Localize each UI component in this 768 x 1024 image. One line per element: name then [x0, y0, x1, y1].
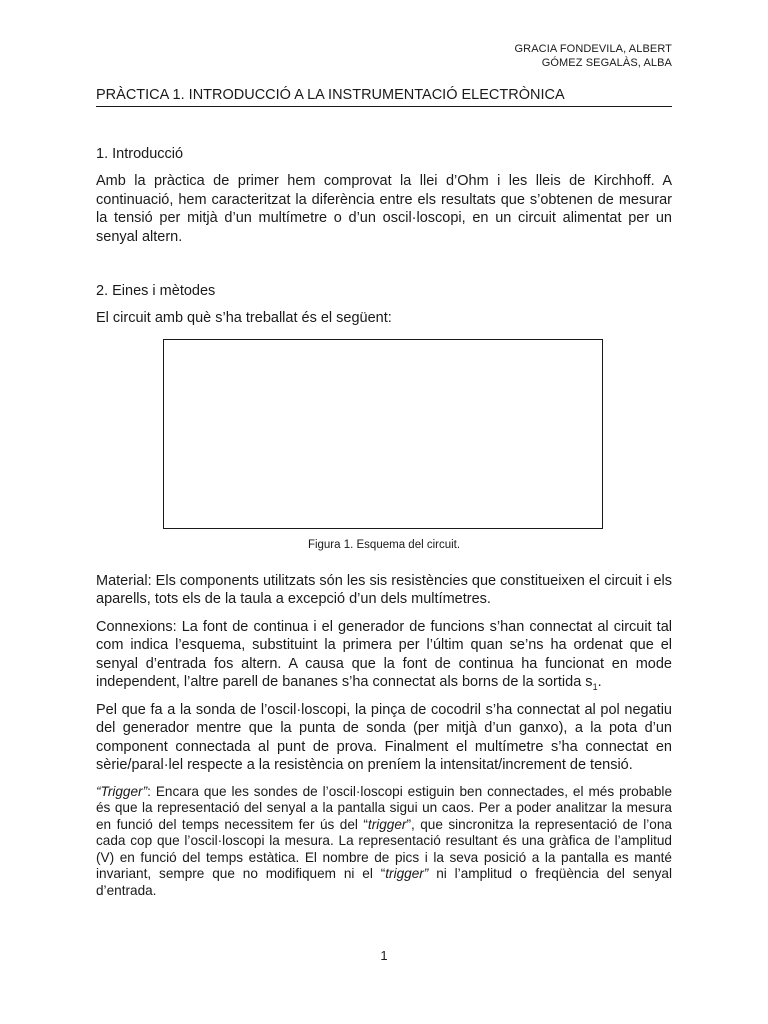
- material-paragraph: Material: Els components utilitzats són les sis resistències que constitueixen el circuit i els aparells, tots els de la taula a excepció d’un dels multímetres.: [96, 572, 672, 607]
- connexions-text: Connexions: La font de continua i el generador de funcions s’han connectat al circuit tal com indica l’esquema, substituint la primera per l’últim quan se’ns ha ordenat que el senyal d’entrada fos altern. A causa que la font de continua ha funcionat en mode independent, l’altre parell de bananes s’ha connectat als borns de la sortida s: [96, 618, 672, 690]
- trigger-term: trigger: [367, 816, 407, 832]
- spacer: [96, 255, 672, 282]
- trigger-label: “Trigger”: [96, 783, 148, 799]
- spacer: [96, 552, 672, 572]
- introduction-paragraph: Amb la pràctica de primer hem comprovat la llei d’Ohm i les lleis de Kirchhoff. A continuació, hem caracteritzat la diferència entre els resultats que s’obtenen de mesurar la tensió per mitjà d’un multímetre o d’un oscil·loscopi, en un circuit alimentat per un senyal altern.: [96, 173, 672, 245]
- trigger-paragraph: [96, 784, 672, 900]
- author-name: GRACIA FONDEVILA, ALBERT: [514, 43, 672, 55]
- author-block: [515, 42, 672, 70]
- trigger-text: ”, que sincronitza la representació de l’ona cada cop que l’oscil·loscopi la mesura. La representació resultant és una gràfica de l’amplitud (V) en funció del temps estàtica. El nombre de pics i la seva posició a la pantalla es manté invariant, sempre que no modifiquem ni el “: [96, 816, 672, 881]
- circuit-intro-paragraph: El circuit amb què s’ha treballat és el següent:: [96, 310, 392, 326]
- sonda-paragraph: Pel que fa a la sonda de l’oscil·loscopi, la pinça de cocodril s’ha connectat al pol negatiu del generador mentre que la punta de sonda (per mitjà d’un ganxo), a la pota d’un component connectada al punt de prova. Finalment el multímetre s’ha connectat en sèrie/paral·lel respecte a la resistència on preníem la intensitat/increment de tensió.: [96, 701, 672, 773]
- document-body: [96, 145, 672, 908]
- document-title: PRÀCTICA 1. INTRODUCCIÓ A LA INSTRUMENTACIÓ ELECTRÒNICA: [96, 86, 672, 107]
- trigger-text: ni l’amplitud o freqüència del senyal d’entrada.: [96, 866, 672, 898]
- page-number: 1: [380, 948, 388, 963]
- subscript-index: 1: [592, 681, 598, 692]
- figure-caption: Figura 1. Esquema del circuit.: [307, 538, 461, 551]
- section-heading-introduccio: 1. Introducció: [96, 146, 184, 162]
- connexions-end: .: [597, 674, 602, 690]
- trigger-term: trigger”: [385, 866, 429, 881]
- author-name: GÓMEZ SEGALÀS, ALBA: [541, 57, 672, 69]
- connexions-paragraph: [96, 618, 672, 692]
- section-heading-eines-metodes: 2. Eines i mètodes: [96, 283, 216, 299]
- trigger-text: : Encara que les sondes de l’oscil·loscopi estiguin ben connectades, el més probable és que la representació del senyal a la pantalla sigui un caos. Per a poder analitzar la mesura en funció del temps necessitem fer ús del “: [96, 783, 672, 832]
- circuit-figure-placeholder: [163, 339, 603, 529]
